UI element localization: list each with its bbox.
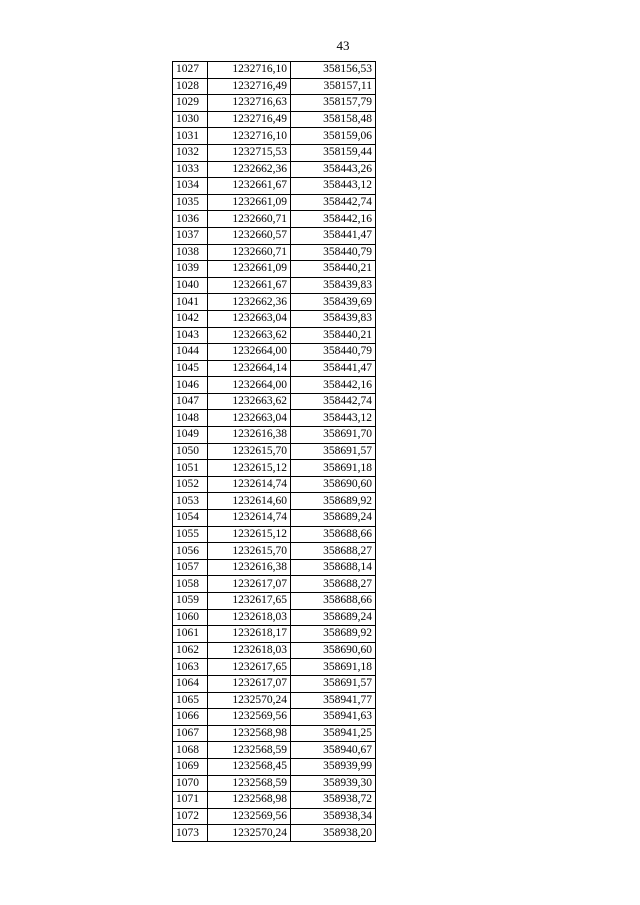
table-row	[173, 261, 376, 278]
point-number-cell: 1042	[173, 310, 208, 327]
x-coordinate-cell: 1232614,74	[208, 510, 291, 527]
point-number-cell: 1064	[173, 675, 208, 692]
x-coordinate-cell: 1232568,98	[208, 725, 291, 742]
point-number-cell: 1056	[173, 543, 208, 560]
point-number-cell: 1065	[173, 692, 208, 709]
x-coordinate-cell: 1232664,00	[208, 344, 291, 361]
y-coordinate-cell: 358442,16	[291, 211, 376, 228]
y-coordinate-cell: 358442,74	[291, 194, 376, 211]
point-number-cell: 1067	[173, 725, 208, 742]
y-coordinate-cell: 358689,92	[291, 626, 376, 643]
point-number-cell: 1047	[173, 393, 208, 410]
point-number-cell: 1029	[173, 95, 208, 112]
y-coordinate-cell: 358688,14	[291, 559, 376, 576]
table-row	[173, 593, 376, 610]
x-coordinate-cell: 1232568,98	[208, 792, 291, 809]
y-coordinate-cell: 358159,06	[291, 128, 376, 145]
point-number-cell: 1027	[173, 62, 208, 79]
x-coordinate-cell: 1232664,14	[208, 360, 291, 377]
x-coordinate-cell: 1232569,56	[208, 808, 291, 825]
x-coordinate-cell: 1232617,65	[208, 659, 291, 676]
table-row	[173, 360, 376, 377]
point-number-cell: 1063	[173, 659, 208, 676]
table-row	[173, 111, 376, 128]
table-row	[173, 775, 376, 792]
y-coordinate-cell: 358689,24	[291, 609, 376, 626]
point-number-cell: 1059	[173, 593, 208, 610]
y-coordinate-cell: 358691,57	[291, 675, 376, 692]
y-coordinate-cell: 358688,27	[291, 543, 376, 560]
point-number-cell: 1066	[173, 709, 208, 726]
x-coordinate-cell: 1232660,71	[208, 211, 291, 228]
table-row	[173, 194, 376, 211]
y-coordinate-cell: 358691,18	[291, 460, 376, 477]
table-row	[173, 792, 376, 809]
y-coordinate-cell: 358941,77	[291, 692, 376, 709]
x-coordinate-cell: 1232716,49	[208, 111, 291, 128]
x-coordinate-cell: 1232660,71	[208, 244, 291, 261]
table-row	[173, 609, 376, 626]
table-row	[173, 659, 376, 676]
coordinates-table-body	[173, 62, 376, 842]
y-coordinate-cell: 358442,16	[291, 377, 376, 394]
point-number-cell: 1050	[173, 443, 208, 460]
y-coordinate-cell: 358690,60	[291, 642, 376, 659]
table-row	[173, 161, 376, 178]
x-coordinate-cell: 1232570,24	[208, 825, 291, 842]
point-number-cell: 1041	[173, 294, 208, 311]
y-coordinate-cell: 358440,79	[291, 244, 376, 261]
y-coordinate-cell: 358939,30	[291, 775, 376, 792]
table-row	[173, 559, 376, 576]
table-row	[173, 758, 376, 775]
x-coordinate-cell: 1232661,09	[208, 261, 291, 278]
x-coordinate-cell: 1232664,00	[208, 377, 291, 394]
point-number-cell: 1055	[173, 526, 208, 543]
point-number-cell: 1068	[173, 742, 208, 759]
x-coordinate-cell: 1232568,59	[208, 775, 291, 792]
x-coordinate-cell: 1232663,04	[208, 310, 291, 327]
point-number-cell: 1072	[173, 808, 208, 825]
point-number-cell: 1037	[173, 227, 208, 244]
y-coordinate-cell: 358439,83	[291, 277, 376, 294]
page-number: 43	[336, 38, 350, 53]
y-coordinate-cell: 358689,92	[291, 493, 376, 510]
x-coordinate-cell: 1232716,49	[208, 78, 291, 95]
point-number-cell: 1057	[173, 559, 208, 576]
x-coordinate-cell: 1232663,62	[208, 327, 291, 344]
y-coordinate-cell: 358688,66	[291, 526, 376, 543]
table-row	[173, 543, 376, 560]
y-coordinate-cell: 358691,57	[291, 443, 376, 460]
x-coordinate-cell: 1232661,67	[208, 178, 291, 195]
point-number-cell: 1028	[173, 78, 208, 95]
x-coordinate-cell: 1232618,03	[208, 609, 291, 626]
table-row	[173, 526, 376, 543]
y-coordinate-cell: 358443,26	[291, 161, 376, 178]
point-number-cell: 1049	[173, 427, 208, 444]
y-coordinate-cell: 358938,72	[291, 792, 376, 809]
y-coordinate-cell: 358440,21	[291, 327, 376, 344]
table-row	[173, 460, 376, 477]
point-number-cell: 1052	[173, 476, 208, 493]
x-coordinate-cell: 1232617,07	[208, 576, 291, 593]
table-row	[173, 344, 376, 361]
y-coordinate-cell: 358441,47	[291, 227, 376, 244]
table-row	[173, 377, 376, 394]
x-coordinate-cell: 1232716,10	[208, 62, 291, 79]
x-coordinate-cell: 1232614,60	[208, 493, 291, 510]
table-row	[173, 493, 376, 510]
x-coordinate-cell: 1232662,36	[208, 294, 291, 311]
table-row	[173, 709, 376, 726]
table-row	[173, 211, 376, 228]
x-coordinate-cell: 1232716,63	[208, 95, 291, 112]
y-coordinate-cell: 358688,66	[291, 593, 376, 610]
y-coordinate-cell: 358443,12	[291, 178, 376, 195]
x-coordinate-cell: 1232617,65	[208, 593, 291, 610]
table-row	[173, 443, 376, 460]
y-coordinate-cell: 358689,24	[291, 510, 376, 527]
y-coordinate-cell: 358442,74	[291, 393, 376, 410]
x-coordinate-cell: 1232568,59	[208, 742, 291, 759]
point-number-cell: 1043	[173, 327, 208, 344]
table-row	[173, 427, 376, 444]
y-coordinate-cell: 358443,12	[291, 410, 376, 427]
point-number-cell: 1045	[173, 360, 208, 377]
table-row	[173, 393, 376, 410]
table-row	[173, 725, 376, 742]
y-coordinate-cell: 358940,67	[291, 742, 376, 759]
point-number-cell: 1030	[173, 111, 208, 128]
point-number-cell: 1039	[173, 261, 208, 278]
table-row	[173, 675, 376, 692]
y-coordinate-cell: 358941,25	[291, 725, 376, 742]
y-coordinate-cell: 358691,18	[291, 659, 376, 676]
point-number-cell: 1046	[173, 377, 208, 394]
point-number-cell: 1035	[173, 194, 208, 211]
x-coordinate-cell: 1232663,04	[208, 410, 291, 427]
point-number-cell: 1061	[173, 626, 208, 643]
table-row	[173, 825, 376, 842]
y-coordinate-cell: 358440,79	[291, 344, 376, 361]
table-row	[173, 294, 376, 311]
y-coordinate-cell: 358157,79	[291, 95, 376, 112]
point-number-cell: 1038	[173, 244, 208, 261]
point-number-cell: 1048	[173, 410, 208, 427]
x-coordinate-cell: 1232617,07	[208, 675, 291, 692]
x-coordinate-cell: 1232615,12	[208, 526, 291, 543]
table-row	[173, 642, 376, 659]
table-row	[173, 227, 376, 244]
table-row	[173, 692, 376, 709]
table-row	[173, 95, 376, 112]
point-number-cell: 1073	[173, 825, 208, 842]
x-coordinate-cell: 1232716,10	[208, 128, 291, 145]
point-number-cell: 1036	[173, 211, 208, 228]
point-number-cell: 1051	[173, 460, 208, 477]
point-number-cell: 1062	[173, 642, 208, 659]
table-row	[173, 78, 376, 95]
table-row	[173, 476, 376, 493]
x-coordinate-cell: 1232568,45	[208, 758, 291, 775]
y-coordinate-cell: 358688,27	[291, 576, 376, 593]
table-row	[173, 144, 376, 161]
x-coordinate-cell: 1232615,12	[208, 460, 291, 477]
point-number-cell: 1058	[173, 576, 208, 593]
x-coordinate-cell: 1232663,62	[208, 393, 291, 410]
y-coordinate-cell: 358941,63	[291, 709, 376, 726]
table-row	[173, 244, 376, 261]
x-coordinate-cell: 1232615,70	[208, 543, 291, 560]
x-coordinate-cell: 1232615,70	[208, 443, 291, 460]
point-number-cell: 1033	[173, 161, 208, 178]
coordinates-table	[172, 61, 376, 842]
y-coordinate-cell: 358691,70	[291, 427, 376, 444]
x-coordinate-cell: 1232616,38	[208, 559, 291, 576]
table-row	[173, 327, 376, 344]
table-row	[173, 277, 376, 294]
y-coordinate-cell: 358159,44	[291, 144, 376, 161]
point-number-cell: 1060	[173, 609, 208, 626]
x-coordinate-cell: 1232660,57	[208, 227, 291, 244]
x-coordinate-cell: 1232569,56	[208, 709, 291, 726]
point-number-cell: 1031	[173, 128, 208, 145]
point-number-cell: 1070	[173, 775, 208, 792]
y-coordinate-cell: 358938,20	[291, 825, 376, 842]
x-coordinate-cell: 1232570,24	[208, 692, 291, 709]
point-number-cell: 1069	[173, 758, 208, 775]
point-number-cell: 1071	[173, 792, 208, 809]
y-coordinate-cell: 358158,48	[291, 111, 376, 128]
x-coordinate-cell: 1232661,09	[208, 194, 291, 211]
x-coordinate-cell: 1232661,67	[208, 277, 291, 294]
y-coordinate-cell: 358441,47	[291, 360, 376, 377]
x-coordinate-cell: 1232618,03	[208, 642, 291, 659]
y-coordinate-cell: 358439,69	[291, 294, 376, 311]
x-coordinate-cell: 1232618,17	[208, 626, 291, 643]
y-coordinate-cell: 358157,11	[291, 78, 376, 95]
point-number-cell: 1040	[173, 277, 208, 294]
y-coordinate-cell: 358439,83	[291, 310, 376, 327]
table-row	[173, 310, 376, 327]
point-number-cell: 1034	[173, 178, 208, 195]
table-row	[173, 626, 376, 643]
table-row	[173, 510, 376, 527]
y-coordinate-cell: 358939,99	[291, 758, 376, 775]
y-coordinate-cell: 358156,53	[291, 62, 376, 79]
x-coordinate-cell: 1232616,38	[208, 427, 291, 444]
y-coordinate-cell: 358690,60	[291, 476, 376, 493]
table-row	[173, 808, 376, 825]
table-row	[173, 410, 376, 427]
x-coordinate-cell: 1232614,74	[208, 476, 291, 493]
y-coordinate-cell: 358440,21	[291, 261, 376, 278]
table-row	[173, 128, 376, 145]
y-coordinate-cell: 358938,34	[291, 808, 376, 825]
point-number-cell: 1044	[173, 344, 208, 361]
table-row	[173, 742, 376, 759]
x-coordinate-cell: 1232715,53	[208, 144, 291, 161]
x-coordinate-cell: 1232662,36	[208, 161, 291, 178]
table-row	[173, 576, 376, 593]
table-row	[173, 62, 376, 79]
table-row	[173, 178, 376, 195]
point-number-cell: 1054	[173, 510, 208, 527]
point-number-cell: 1032	[173, 144, 208, 161]
point-number-cell: 1053	[173, 493, 208, 510]
